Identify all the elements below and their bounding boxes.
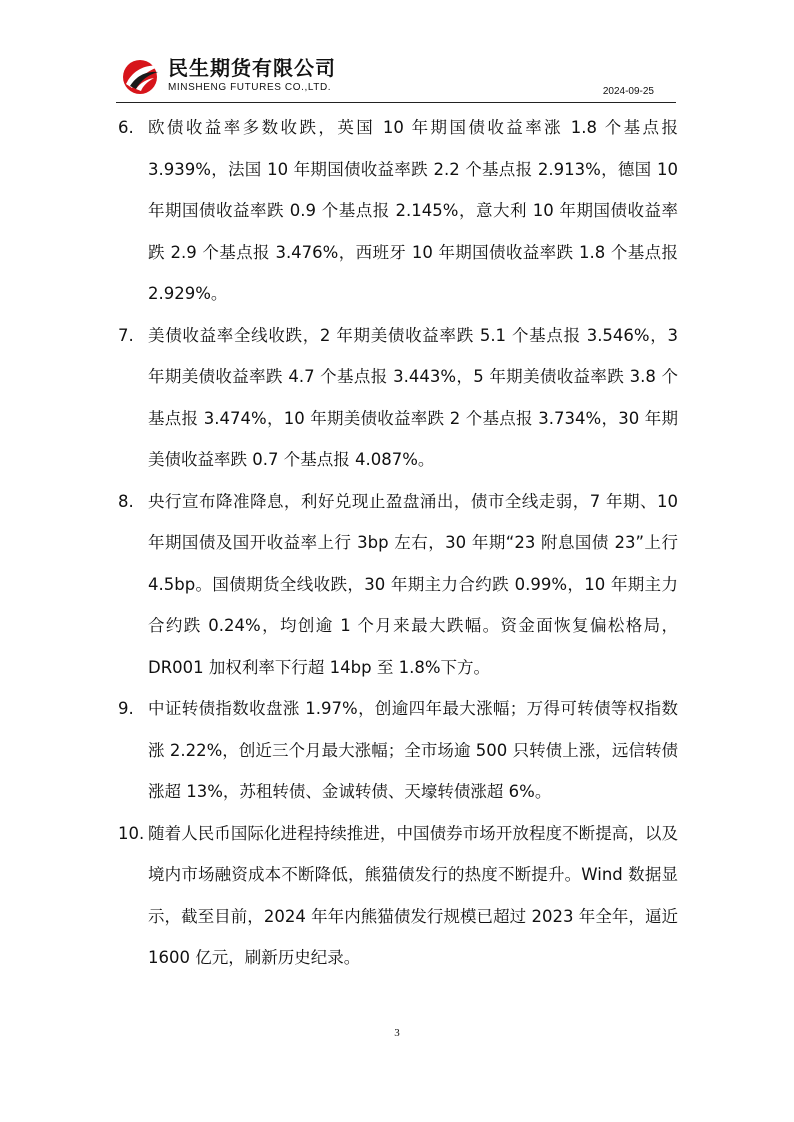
item-number: 7. <box>118 325 134 345</box>
item-text: 中证转债指数收盘涨 1.97%，创逾四年最大涨幅；万得可转债等权指数涨 2.22%，创近三个月最大涨幅；全市场逾 500 只转债上涨，远信转债涨超 13%，苏租转债、金诚转债、天壕转债涨超 6%。 <box>148 699 678 801</box>
item-text: 欧债收益率多数收跌，英国 10 年期国债收益率涨 1.8 个基点报 3.939%，法国 10 年期国债收益率跌 2.2 个基点报 2.913%，德国 10 年期国债收益率跌 0.9 个基点报 2.145%，意大利 10 年期国债收益率跌 2.9 个基点报 3.476%，西班牙 10 年期国债收益率跌 1.8 个基点报 2.929%。 <box>148 118 678 303</box>
item-number: 9. <box>118 699 134 718</box>
item-text: 央行宣布降准降息，利好兑现止盈盘涌出，债市全线走弱，7 年期、10 年期国债及国开收益率上行 3bp 左右，30 年期“23 附息国债 23”上行 4.5bp。国债期货全线收跌，30 年期主力合约跌 0.99%，10 年期主力合约跌 0.24%，均创逾 1 个月来最大跌幅。资金面恢复偏松格局，DR001 加权利率下行超 14bp 至 1.8%下方。 <box>148 491 678 677</box>
item-text: 随着人民币国际化进程持续推进，中国债券市场开放程度不断提高，以及境内市场融资成本不断降低，熊猫债发行的热度不断提升。Wind 数据显示，截至目前，2024 年年内熊猫债发行规模已超过 2023 年全年，逼近 1600 亿元，刷新历史纪录。 <box>148 823 678 967</box>
news-item-8 <box>118 481 678 689</box>
news-list <box>118 107 678 979</box>
news-item-7 <box>118 315 678 481</box>
report-date: 2024-09-25 <box>602 86 654 97</box>
company-name-en: MINSHENG FUTURES CO.,LTD. <box>168 82 332 93</box>
page-header <box>120 56 676 102</box>
item-number: 10. <box>118 823 145 843</box>
news-item-6 <box>118 107 678 315</box>
company-name-cn: 民生期货有限公司 <box>168 56 336 80</box>
news-item-10 <box>118 813 678 979</box>
page-number: 3 <box>394 1027 400 1039</box>
item-number: 6. <box>118 118 134 137</box>
item-number: 8. <box>118 491 134 511</box>
item-text: 美债收益率全线收跌，2 年期美债收益率跌 5.1 个基点报 3.546%，3 年期美债收益率跌 4.7 个基点报 3.443%，5 年期美债收益率跌 3.8 个基点报 3.474%，10 年期美债收益率跌 2 个基点报 3.734%，30 年期美债收益率跌 0.7 个基点报 4.087%。 <box>148 325 678 469</box>
header-divider <box>116 102 676 103</box>
minsheng-logo-icon <box>120 56 164 96</box>
news-item-9 <box>118 688 678 813</box>
